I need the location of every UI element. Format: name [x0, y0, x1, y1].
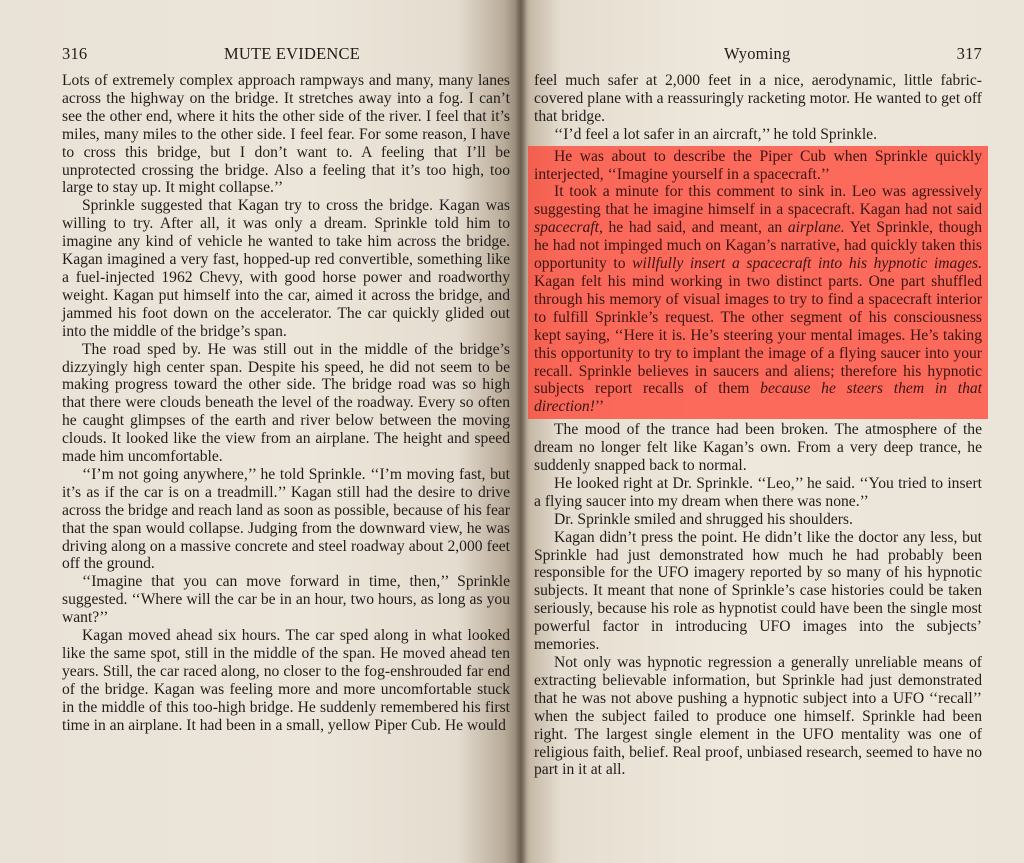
running-head-left [62, 44, 510, 72]
paragraph: Not only was hypnotic regression a generally unreliable means of extracting believable information, but Sprinkle had just demonstrated that he was not above pushing a hypnotic subject into a UFO ‘‘recall’’ when the subject failed to produce one himself. Sprinkle had been right. The largest single element in the UFO mentality was one of religious faith, belief. Real proof, unbiased research, seemed to have no part in it at all. [534, 654, 982, 779]
left-page-body [62, 72, 510, 735]
paragraph: Sprinkle suggested that Kagan try to cross the bridge. Kagan was willing to try. After all, it was only a dream. Sprinkle told him to imagine any kind of vehicle he wanted to take him across the bridge. Kagan imagined a very fast, hopped-up red convertible, something like a fuel-injected 1962 Chevy, with good horse power and roadworthy weight. Kagan put himself into the car, aimed it across the bridge, and jammed his foot down on the accelerator. The car quickly glided out into the middle of the bridge’s span. [62, 197, 510, 340]
paragraph: feel much safer at 2,000 feet in a nice, aerodynamic, little fabric-covered plane with a reassuringly racketing motor. He wanted to get off that bridge. [534, 72, 982, 125]
page-number-left: 316 [62, 44, 88, 63]
text-run: Kagan felt his mind working in two distinct parts. One part shuffled through his memory of visual images to try to find a spacecraft interior to fulfill Sprinkle’s request. The other segment of his consciousness kept saying, ‘‘Here it is. He’s steering your mental images. He’s taking this opportunity to try to implant the image of a flying saucer into your recall. Sprinkle believes in saucers and aliens; therefore his hypnotic subjects report recalls of them [534, 272, 982, 398]
right-page [520, 0, 1024, 863]
paragraph: He looked right at Dr. Sprinkle. ‘‘Leo,’’ he said. ‘‘You tried to insert a flying saucer into my dream when there was none.’’ [534, 474, 982, 510]
running-head-right [534, 44, 982, 72]
text-run: It took a minute for this comment to sink in. Leo was agressively suggesting that he imagine himself in a spacecraft. Kagan had not said [534, 183, 982, 219]
highlighted-paragraph [534, 183, 982, 416]
paragraph: ‘‘I’d feel a lot safer in an aircraft,’’ he told Sprinkle. [554, 125, 877, 143]
paragraph: Dr. Sprinkle smiled and shrugged his shoulders. [554, 510, 853, 528]
italic-text: airplane. [787, 219, 845, 237]
book-gutter [515, 0, 527, 863]
running-title-right: Wyoming [724, 44, 791, 63]
paragraph: The mood of the trance had been broken. The atmosphere of the dream no longer felt like Kagan’s own. From a very deep trance, he suddenly snapped back to normal. [534, 421, 982, 475]
paragraph: ‘‘Imagine that you can move forward in time, then,’’ Sprinkle suggested. ‘‘Where will the car be in an hour, two hours, as long as you want?’’ [62, 573, 510, 627]
paragraph: Lots of extremely complex approach rampways and many, many lanes across the highway on the bridge. It stretches away into a fog. I can’t see the other end, where it hits the other side of the river. I feel that it’s miles, many miles to the other side. I feel fear. For some reason, I have to cross this bridge, but I don’t want to. A feeling that I’ll be unprotected crossing the bridge. Also a feeling that it’s too high, too large to stay up. It might collapse.’’ [62, 72, 510, 197]
page-number-right: 317 [956, 44, 982, 63]
paragraph: Kagan didn’t press the point. He didn’t like the doctor any less, but Sprinkle had just demonstrated how much he had probably been responsible for the UFO imagery reported by so many of his hypnotic subjects. It meant that none of Sprinkle’s case histories could be taken seriously, because his role as hypnotist could have been the single most powerful factor in introducing UFO images into the subjects’ memories. [534, 528, 982, 654]
paragraph: ‘‘I’m not going anywhere,’’ he told Sprinkle. ‘‘I’m moving fast, but it’s as if the car is on a treadmill.’’ Kagan still had the desire to drive across the bridge and reach land as soon as possible, because of his fear that the span would collapse. Judging from the downward view, he was driving along on a massive concrete and steel roadway about 2,000 feet off the ground. [62, 465, 510, 573]
highlighted-passage [528, 146, 988, 420]
italic-text: because he steers them in that direction! [534, 380, 982, 416]
italic-text: willfully insert a spacecraft into his hypnotic images. [632, 255, 982, 273]
text-run: Yet Sprinkle, though he had not impinged much on Kagan’s narrative, had quickly taken this opportunity to [534, 219, 982, 273]
right-page-body [534, 72, 982, 779]
highlighted-paragraph: He was about to describe the Piper Cub when Sprinkle quickly interjected, ‘‘Imagine yourself in a spacecraft.’’ [534, 147, 982, 183]
paragraph: Kagan moved ahead six hours. The car sped along in what looked like the same spot, still in the middle of the span. He moved ahead ten years. Still, the car raced along, no closer to the fog-enshrouded far end of the bridge. Kagan was feeling more and more uncomfortable stuck in the middle of this too-high bridge. He suddenly remembered his first time in an airplane. It had been in a small, yellow Piper Cub. He would [62, 627, 510, 734]
text-run: ’’ [594, 398, 605, 416]
paragraph: The road sped by. He was still out in the middle of the bridge’s dizzyingly high center span. Despite his speed, he did not seem to be making progress toward the other side. The bridge road was so high that there were clouds beneath the level of the roadway. Every so often he caught glimpses of the earth and river below between the moving clouds. It looked like the view from an airplane. The height and speed made him uncomfortable. [62, 340, 510, 466]
running-title-left: MUTE EVIDENCE [224, 44, 360, 63]
italic-text: spacecraft, [534, 219, 603, 237]
text-run: he had said, and meant, an [602, 219, 788, 237]
